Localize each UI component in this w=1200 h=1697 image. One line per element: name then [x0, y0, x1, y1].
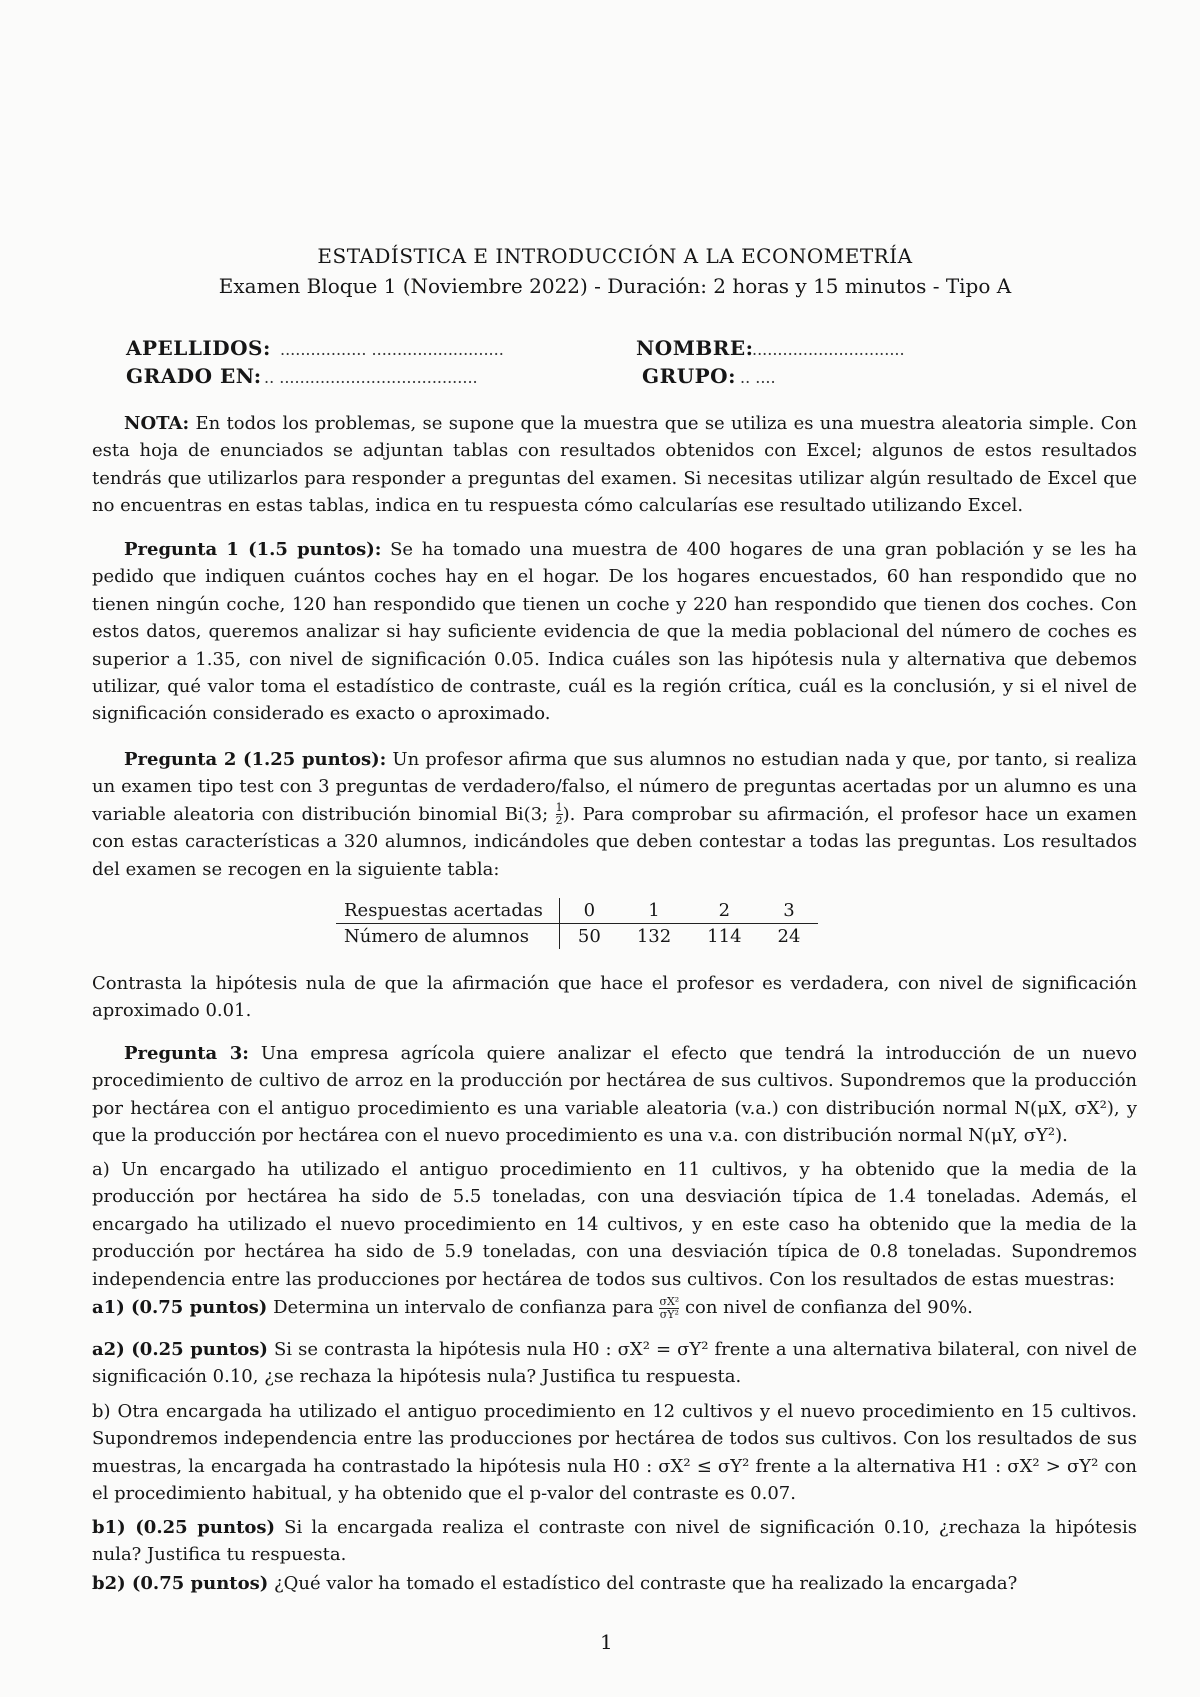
q1-label: Pregunta 1 (1.5 puntos): [124, 539, 382, 560]
q2-text-b: ). Para comprobar su afirmación, el profesor hace un examen con estas características a 320 alumnos, indicándoles que deben contestar a todas las preguntas. Los resultados del examen se recogen en la siguiente tabla: [92, 803, 1137, 880]
table-cell: 114 [707, 926, 742, 947]
results-table [336, 898, 818, 949]
q3-part-b [92, 1398, 1137, 1508]
q2-fraction-numerator: 1 [555, 801, 563, 815]
grupo-dots: .. .... [740, 368, 776, 387]
q3-b2-text: ¿Qué valor ha tomado el estadístico del contraste que ha realizado la encargada? [273, 1573, 1018, 1594]
grado-label: GRADO EN: [126, 364, 262, 388]
q3-a-text: a) Un encargado ha utilizado el antiguo procedimiento en 11 cultivos, y ha obtenido que la media de la producción por hectárea ha sido de 5.5 toneladas, con una desviación típica de 1.4 toneladas. Además, el encargado ha utilizado el nuevo procedimiento en 14 cultivos, y en este caso ha obtenido que la media de la producción por hectárea ha sido de 5.9 toneladas, con una desviación típica de 0.8 toneladas. Supondremos independencia entre las producciones por hectárea de todos sus cultivos. Con los resultados de estas muestras: [92, 1159, 1137, 1290]
table-cell: 2 [689, 898, 759, 924]
apellidos-dots: ................. .......................... [280, 340, 504, 359]
q3-a1-fraction-denominator: σY² [659, 1307, 679, 1321]
q3-a1-fraction [659, 1296, 679, 1321]
q2-label: Pregunta 2 (1.25 puntos): [124, 749, 387, 770]
q3-b1-label: b1) (0.25 puntos) [92, 1517, 276, 1538]
table-row [336, 898, 818, 924]
q2-fraction-denominator: 2 [555, 814, 563, 828]
q3-a2-label: a2) (0.25 puntos) [92, 1339, 268, 1360]
table-cell: 0 [559, 898, 618, 924]
q3-a1-label: a1) (0.75 puntos) [92, 1297, 268, 1318]
q3-a1-fraction-numerator: σX² [659, 1294, 680, 1308]
q3-b1-text: Si la encargada realiza el contraste con nivel de significación 0.10, ¿rechaza la hipótesis nula? Justifica tu respuesta. [92, 1517, 1137, 1566]
grado-dots: .. ....................................... [264, 368, 478, 387]
q3-part-b1 [92, 1514, 1137, 1569]
table-cell: 132 [636, 926, 672, 947]
exam-subtitle: Examen Bloque 1 (Noviembre 2022) - Duración: 2 horas y 15 minutos - Tipo A [218, 274, 1012, 298]
q3-intro: Una empresa agrícola quiere analizar el efecto que tendrá la introducción de un nuevo procedimiento de cultivo de arroz en la producción por hectárea de sus cultivos. Supondremos que la producción por hectárea con el antiguo procedimiento es una variable aleatoria (v.a.) con distribución normal N(μX, σX²), y que la producción por hectárea con el nuevo procedimiento es una v.a. con distribución normal N(μY, σY²). [92, 1043, 1137, 1147]
nota-paragraph [92, 410, 1137, 520]
q3-b2-label: b2) (0.75 puntos) [92, 1573, 269, 1594]
q3-a1-text-b: con nivel de confianza del 90%. [684, 1297, 973, 1318]
table-cell: 24 [777, 926, 801, 947]
q2-fraction [556, 802, 563, 827]
question-2 [92, 746, 1137, 883]
table-cell: 3 [760, 898, 819, 924]
exam-title: ESTADÍSTICA E INTRODUCCIÓN A LA ECONOMETRÍA [317, 244, 913, 268]
nombre-label: NOMBRE: [636, 336, 754, 360]
q1-text: Se ha tomado una muestra de 400 hogares de una gran población y se les ha pedido que indiquen cuántos coches hay en el hogar. De los hogares encuestados, 60 han respondido que no tienen ningún coche, 120 han respondido que tienen un coche y 220 han respondido que tienen dos coches. Con estos datos, queremos analizar si hay suficiente evidencia de que la media poblacional del número de coches es superior a 1.35, con nivel de significación 0.05. Indica cuáles son las hipótesis nula y alternativa que debemos utilizar, qué valor toma el estadístico de contraste, cuál es la región crítica, cuál es la conclusión, y si el nivel de significación considerado es exacto o aproximado. [92, 539, 1137, 725]
question-1 [92, 536, 1137, 728]
nombre-dots: .............................. [752, 340, 905, 359]
q3-part-a2 [92, 1336, 1137, 1391]
question-3 [92, 1040, 1137, 1150]
q3-part-a1 [92, 1294, 1137, 1321]
table-row [336, 924, 818, 950]
q3-label: Pregunta 3: [124, 1043, 249, 1064]
q3-a2-text: Si se contrasta la hipótesis nula H0 : σX² = σY² frente a una alternativa bilateral, con nivel de significación 0.10, ¿se rechaza la hipótesis nula? Justifica tu respuesta. [92, 1339, 1137, 1388]
q2-after-text: Contrasta la hipótesis nula de que la afirmación que hace el profesor es verdadera, con nivel de significación aproximado 0.01. [92, 973, 1137, 1022]
nota-label: NOTA: [124, 413, 190, 434]
table-cell: 50 [577, 926, 601, 947]
page-number: 1 [600, 1630, 613, 1654]
grupo-label: GRUPO: [642, 364, 736, 388]
table-row-label: Número de alumnos [336, 924, 559, 950]
q2-text-a: Un profesor afirma que sus alumnos no estudian nada y que, por tanto, si realiza un examen tipo test con 3 preguntas de verdadero/falso, el número de preguntas acertadas por un alumno es una variable aleatoria con distribución binomial Bi(3; [92, 749, 1137, 825]
q3-b-text: b) Otra encargada ha utilizado el antiguo procedimiento en 12 cultivos y el nuevo procedimiento en 15 cultivos. Supondremos independencia entre las producciones por hectárea de todos sus cultivos. Con los resultados de sus muestras, la encargada ha contrastado la hipótesis nula H0 : σX² ≤ σY² frente a la alternativa H1 : σX² > σY² con el procedimiento habitual, y ha obtenido que el p-valor del contraste es 0.07. [92, 1401, 1137, 1505]
table-row-label: Respuestas acertadas [336, 898, 559, 924]
table-cell: 1 [619, 898, 689, 924]
q3-a1-text-a: Determina un intervalo de confianza para [273, 1297, 654, 1318]
q3-part-b2 [92, 1570, 1137, 1597]
apellidos-label: APELLIDOS: [126, 336, 271, 360]
nota-text: En todos los problemas, se supone que la muestra que se utiliza es una muestra aleatoria simple. Con esta hoja de enunciados se adjuntan tablas con resultados obtenidos con Excel; algunos de estos resultados tendrás que utilizarlos para responder a preguntas del examen. Si necesitas utilizar algún resultado de Excel que no encuentras en estas tablas, indica en tu respuesta cómo calcularías ese resultado utilizando Excel. [92, 413, 1137, 517]
q3-part-a [92, 1156, 1137, 1293]
